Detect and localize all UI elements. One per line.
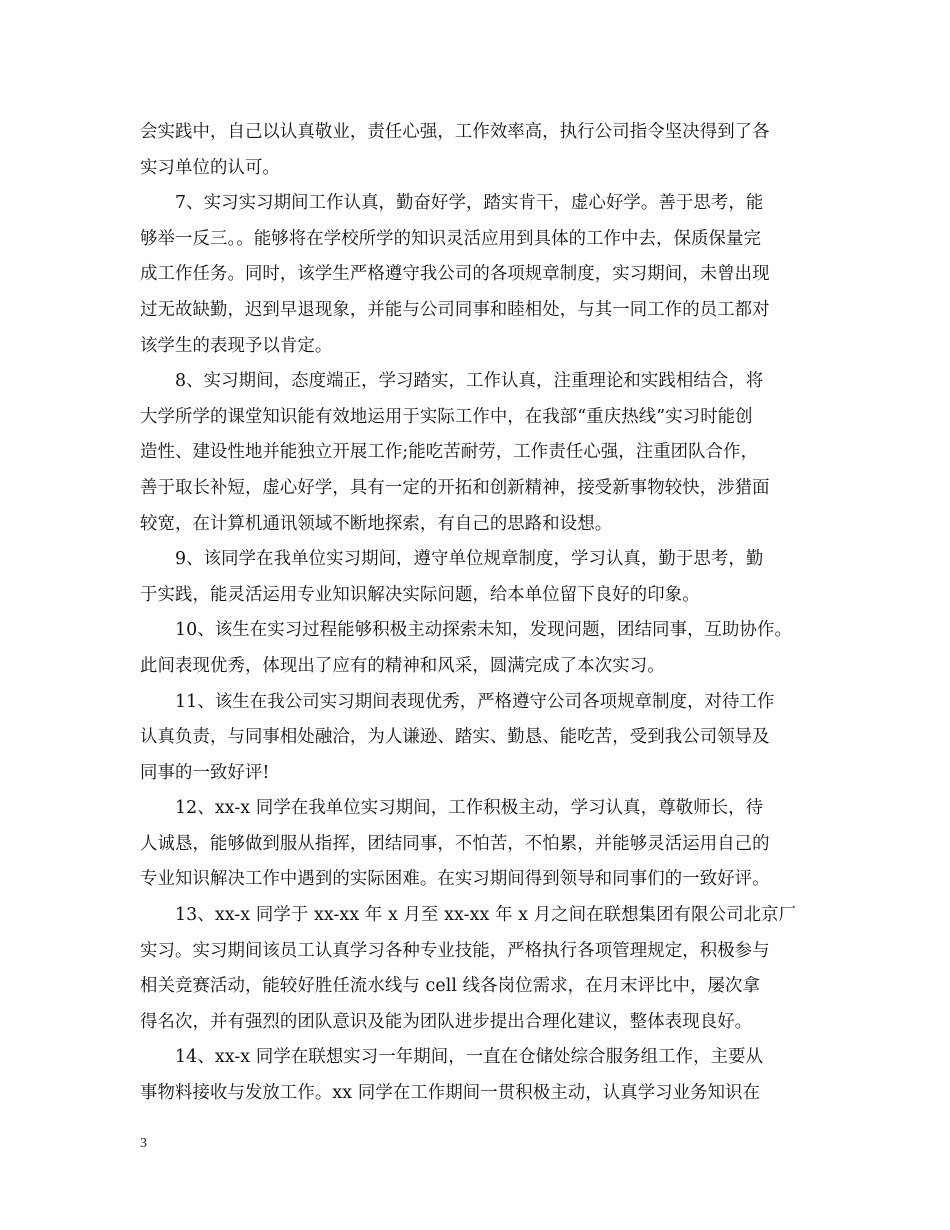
text-line: 专业知识解决工作中遇到的实际困难。在实习期间得到领导和同事们的一致好评。 (140, 869, 770, 890)
text-line: 较宽，在计算机通讯领域不断地探索，有自己的思路和设想。 (140, 513, 613, 534)
paragraph-start-line: 14、xx-x 同学在联想实习一年期间，一直在仓储处综合服务组工作，主要从 (175, 1047, 764, 1068)
text-line: 得名次，并有强烈的团队意识及能为团队进步提出合理化建议，整体表现良好。 (140, 1011, 753, 1032)
text-line: 实习单位的认可。 (140, 157, 280, 178)
paragraph-start-line: 13、xx-x 同学于 xx-xx 年 x 月至 xx-xx 年 x 月之间在联想集团有限公司北京厂 (175, 905, 797, 926)
text-line: 事物料接收与发放工作。xx 同学在工作期间一贯积极主动，认真学习业务知识在 (140, 1083, 761, 1104)
text-line: 人诚恳，能够做到服从指挥，团结同事，不怕苦，不怕累，并能够灵活运用自己的 (140, 833, 770, 854)
text-line: 成工作任务。同时，该学生严格遵守我公司的各项规章制度，实习期间，未曾出现 (140, 264, 770, 285)
text-line: 相关竞赛活动，能较好胜任流水线与 cell 线各岗位需求，在月末评比中，屡次拿 (140, 976, 761, 997)
text-line: 善于取长补短，虚心好学，具有一定的开拓和创新精神，接受新事物较快，涉猎面 (140, 477, 770, 498)
text-line: 该学生的表现予以肯定。 (140, 335, 333, 356)
text-line: 够举一反三。。能够将在学校所学的知识灵活应用到具体的工作中去，保质保量完 (140, 228, 761, 249)
text-line: 认真负责，与同事相处融洽，为人谦逊、踏实、勤恳、能吃苦，受到我公司领导及 (140, 727, 770, 748)
paragraph-start-line: 9、该同学在我单位实习期间，遵守单位规章制度，学习认真，勤于思考，勤 (175, 549, 764, 570)
text-line: 此间表现优秀，体现出了应有的精神和风采，圆满完成了本次实习。 (140, 655, 665, 676)
text-line: 同事的一致好评! (140, 762, 270, 783)
text-line: 过无故缺勤，迟到早退现象，并能与公司同事和睦相处，与其一同工作的员工都对 (140, 299, 770, 320)
page-number: 3 (140, 1136, 147, 1151)
text-line: 会实践中，自己以认真敬业，责任心强，工作效率高，执行公司指令坚决得到了各 (140, 122, 770, 142)
paragraph-start-line: 7、实习实习期间工作认真，勤奋好学，踏实肯干，虚心好学。善于思考，能 (175, 193, 764, 214)
text-line: 于实践，能灵活运用专业知识解决实际问题，给本单位留下良好的印象。 (140, 584, 700, 605)
paragraph-start-line: 10、该生在实习过程能够积极主动探索未知，发现问题，团结同事，互助协作。 (175, 620, 793, 641)
paragraph-start-line: 11、该生在我公司实习期间表现优秀，严格遵守公司各项规章制度，对待工作 (175, 691, 775, 712)
paragraph-start-line: 8、实习期间，态度端正，学习踏实，工作认真，注重理论和实践相结合，将 (175, 371, 764, 392)
paragraph-start-line: 12、xx-x 同学在我单位实习期间，工作积极主动，学习认真，尊敬师长，待 (175, 798, 764, 819)
text-line: 造性、建设性地并能独立开展工作;能吃苦耐劳，工作责任心强，注重团队合作， (140, 442, 759, 463)
text-line: 实习。实习期间该员工认真学习各种专业技能，严格执行各项管理规定，积极参与 (140, 940, 770, 961)
text-line: 大学所学的课堂知识能有效地运用于实际工作中，在我部“重庆热线”实习时能创 (140, 406, 753, 427)
body-text (140, 115, 815, 1112)
